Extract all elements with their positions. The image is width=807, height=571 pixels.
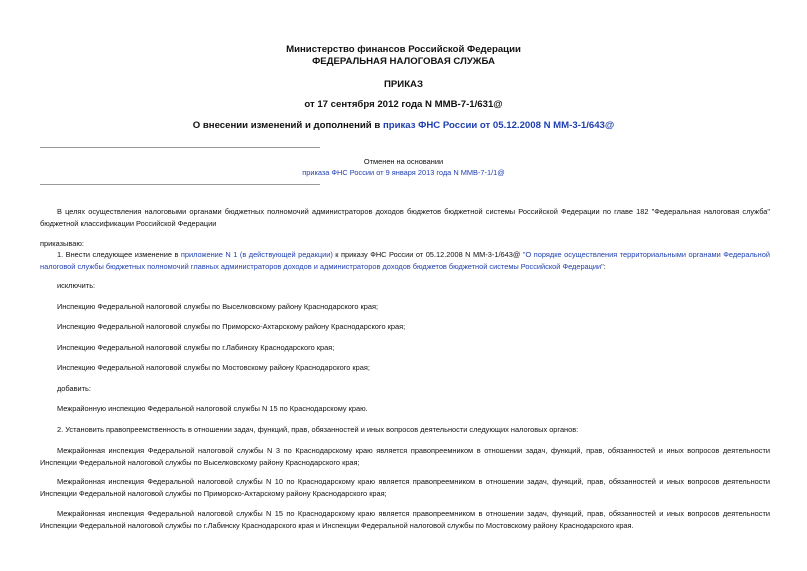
repeal-note-line: Отменен на основании bbox=[363, 157, 444, 166]
excluded-item: Инспекцию Федеральной налоговой службы по Выселковскому району Краснодарского края; bbox=[57, 302, 379, 311]
succession-item: Межрайонная инспекция Федеральной налоговой службы N 15 по Краснодарскому краю является правопреемником в отношении задач, функций, прав, обязанностей и иных вопросов деятельности Инспекции Федеральной налоговой службы по г.Лабинску Краснодарского края и Инспекции Федеральной налоговой службы по Мостовскому району Краснодарского края. bbox=[40, 509, 770, 530]
doc-date-number: от 17 сентября 2012 года N ММВ-7-1/631@ bbox=[304, 99, 503, 110]
excluded-item: Инспекцию Федеральной налоговой службы по Приморско-Ахтарскому району Краснодарского края; bbox=[57, 322, 406, 331]
item-2: 2. Установить правопреемственность в отношении задач, функций, прав, обязанностей и иных вопросов деятельности следующих налоговых органов: bbox=[57, 425, 579, 434]
excluded-item: Инспекцию Федеральной налоговой службы по г.Лабинску Краснодарского края; bbox=[57, 343, 335, 352]
excluded-item: Инспекцию Федеральной налоговой службы по Мостовскому району Краснодарского края; bbox=[57, 363, 370, 372]
doc-type: ПРИКАЗ bbox=[384, 79, 423, 90]
added-item: Межрайонную инспекцию Федеральной налоговой службы N 15 по Краснодарскому краю. bbox=[57, 404, 368, 413]
divider-top bbox=[40, 147, 320, 148]
order-word: приказываю: bbox=[40, 239, 84, 248]
item1-suffix: : bbox=[603, 261, 606, 271]
ministry-title: Министерство финансов Российской Федерации bbox=[286, 44, 521, 55]
item1-link-order[interactable]: "О порядке осуществления территориальными органами Федеральной налоговой службы бюджетных полномочий главных администраторов доходов и администраторов доходов бюджетов бюджетной системы Российской Федерации" bbox=[40, 250, 770, 271]
repeal-note-link[interactable]: приказа ФНС России от 9 января 2013 года N ММВ-7-1/1@ bbox=[302, 168, 505, 177]
succession-item: Межрайонная инспекция Федеральной налоговой службы N 10 по Краснодарскому краю является правопреемником в отношении задач, функций, прав, обязанностей и иных вопросов деятельности Инспекции Федеральной налоговой службы по Приморско-Ахтарскому району Краснодарского края; bbox=[40, 477, 770, 498]
subject-prefix: О внесении изменений и дополнений в bbox=[192, 120, 383, 131]
service-title: ФЕДЕРАЛЬНАЯ НАЛОГОВАЯ СЛУЖБА bbox=[312, 56, 495, 67]
item-1 bbox=[40, 249, 770, 272]
preamble: В целях осуществления налоговыми органами бюджетных полномочий администраторов доходов бюджетов бюджетной системы Российской Федерации по главе 182 "Федеральная налоговая служба" бюджетной классификации Российской Федерации bbox=[40, 207, 770, 228]
succession-item: Межрайонная инспекция Федеральной налоговой службы N 3 по Краснодарскому краю является правопреемником в отношении задач, функций, прав, обязанностей и иных вопросов деятельности Инспекции Федеральной налоговой службы по Выселковскому району Краснодарского края; bbox=[40, 446, 770, 467]
item1-prefix: 1. Внести следующее изменение в bbox=[57, 250, 181, 259]
add-label: добавить: bbox=[57, 384, 91, 393]
item1-link-appendix[interactable]: приложение N 1 (в действующей редакции) bbox=[180, 250, 333, 259]
exclude-label: исключить: bbox=[57, 281, 96, 290]
item1-mid: к приказу ФНС России от 05.12.2008 N ММ-3-1/643@ bbox=[332, 250, 523, 259]
doc-subject bbox=[0, 120, 807, 131]
subject-link[interactable]: приказ ФНС России от 05.12.2008 N ММ-3-1/643@ bbox=[382, 120, 615, 131]
divider-bottom bbox=[40, 184, 320, 185]
